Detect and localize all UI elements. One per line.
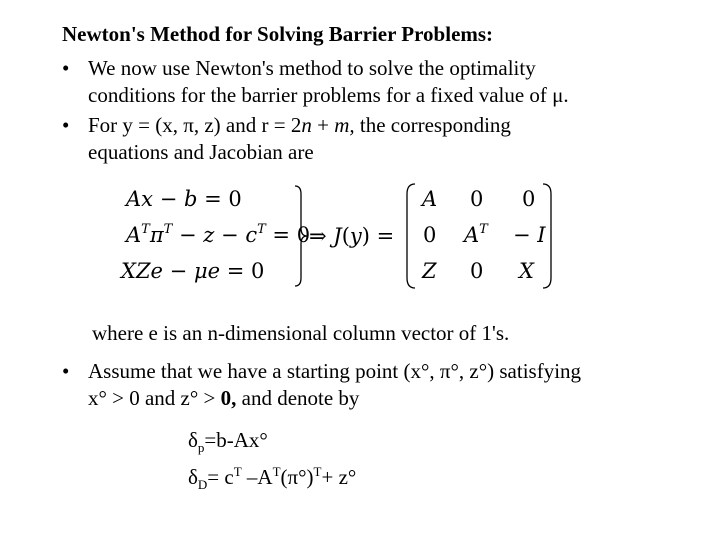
- bullet-3-line-2: x° > 0 and z° > 0, and denote by: [88, 386, 360, 410]
- slide-title: Newton's Method for Solving Barrier Problems:: [62, 22, 494, 46]
- matrix-cell: 0: [470, 187, 484, 211]
- matrix-cell: $A^T$: [464, 222, 488, 247]
- matrix-cell: A: [422, 187, 438, 211]
- equation-complementarity: XZe − μe = 0: [121, 259, 265, 283]
- bullet-1-line-2: conditions for the barrier problems for a fixed value of μ.: [88, 83, 569, 107]
- delta-p-definition: $\delta_p=b-Ax^\circ$: [188, 428, 268, 456]
- equation-primal: Ax − b = 0: [126, 187, 242, 211]
- matrix-cell: − I: [513, 223, 546, 247]
- matrix-cell: X: [519, 259, 534, 283]
- matrix-cell: 0: [470, 259, 484, 283]
- bullet-2-line-1: For y = (x, π, z) and r = 2n + m, the corresponding: [88, 113, 511, 137]
- bullet-1-line-1: We now use Newton's method to solve the optimality: [88, 56, 536, 80]
- column-vector-note: where e is an n-dimensional column vector of 1's.: [92, 321, 510, 345]
- matrix-cell: Z: [422, 259, 437, 283]
- bullet-2-line-2: equations and Jacobian are: [88, 140, 314, 164]
- bullet-marker: •: [62, 113, 70, 137]
- matrix-cell: 0: [423, 223, 437, 247]
- bullet-marker: •: [62, 56, 70, 80]
- jacobian-label: ⇒ J(y) =: [309, 224, 395, 248]
- delta-d-definition: $\delta_D= c^T$ $-A^T(\pi^\circ)^T+ z^\circ$: [188, 464, 357, 493]
- equation-dual: $A^T\pi^T - z - c^T = 0$: [126, 222, 311, 247]
- bullet-3-line-1: Assume that we have a starting point (x°, π°, z°) satisfying: [88, 359, 582, 383]
- bullet-marker: •: [62, 359, 70, 383]
- jacobian-equations: [115, 180, 565, 290]
- matrix-cell: 0: [522, 187, 536, 211]
- matrix-left-bracket: [407, 184, 415, 288]
